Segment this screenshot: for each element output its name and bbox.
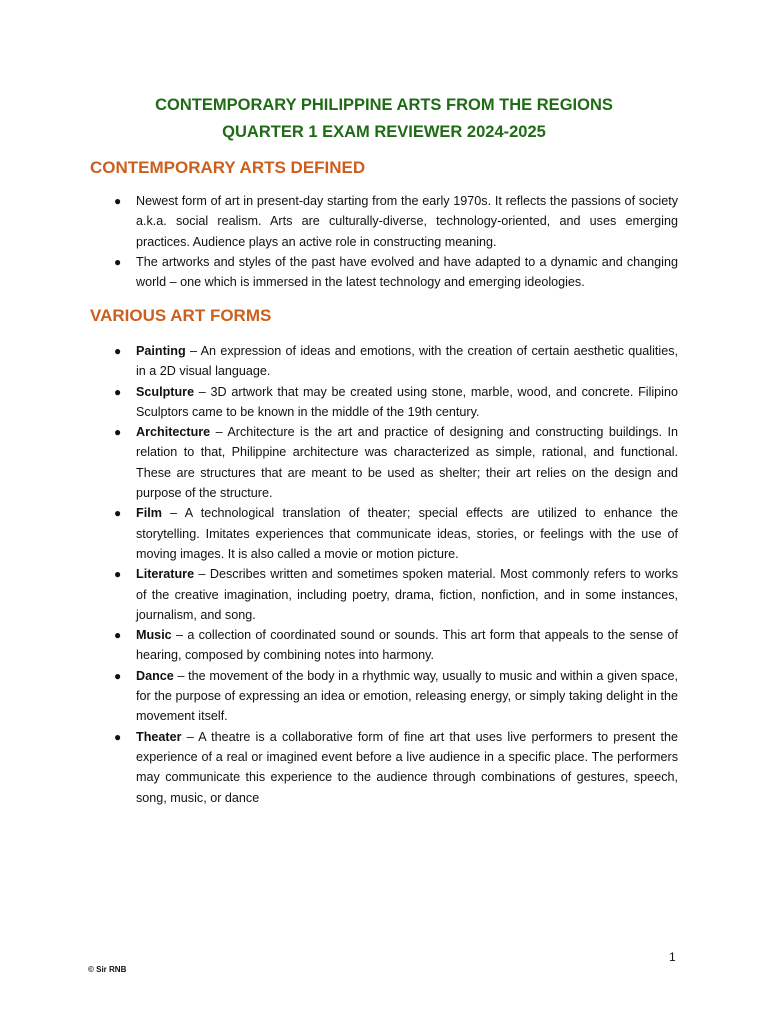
bullet-icon: ● (114, 344, 122, 358)
footer-copyright: © Sir RNB (88, 965, 127, 974)
term-label: Music (136, 628, 172, 643)
term-definition: – An expression of ideas and emotions, with the creation of certain aesthetic qualities, in a 2D visual language. (136, 344, 678, 379)
term-definition: – Describes written and sometimes spoken material. Most commonly refers to works of the creative imagination, including poetry, drama, fiction, nonfiction, and in some instances, journalism, and song. (136, 567, 678, 622)
bullet-icon: ● (114, 668, 122, 683)
list-item-dance (110, 666, 678, 727)
term-definition: – 3D artwork that may be created using stone, marble, wood, and concrete. Filipino Sculptors came to be known in the middle of the 19th century. (136, 384, 678, 419)
term-definition: – A theatre is a collaborative form of fine art that uses live performers to present the experience of a real or imagined event before a live audience in a specific place. The performers may communicate this experience to the audience through combinations of gestures, speech, song, music, or dance (136, 729, 678, 805)
term-definition: – a collection of coordinated sound or sounds. This art form that appeals to the sense of hearing, composed by combining notes into harmony. (136, 628, 678, 663)
list-item-film (110, 503, 678, 564)
term-definition: – A technological translation of theater; special effects are utilized to enhance the storytelling. Imitates experiences that communicate ideas, stories, or feelings with the use of moving images. It is also called a movie or motion picture. (136, 506, 678, 561)
bullet-icon: ● (114, 425, 122, 440)
term-label: Film (136, 506, 162, 521)
list-item-text: The artworks and styles of the past have evolved and have adapted to a dynamic and changing world – one which is immersed in the latest technology and emerging ideologies. (136, 254, 678, 290)
contemporary-arts-list (110, 191, 678, 292)
term-label: Sculpture (136, 384, 195, 399)
list-item-sculpture (110, 382, 678, 423)
term-label: Dance (136, 668, 174, 683)
bullet-icon: ● (114, 506, 122, 521)
page-number: 1 (669, 950, 676, 964)
bullet-icon: ● (114, 628, 122, 643)
bullet-icon: ● (114, 384, 122, 399)
page-title-line-1: CONTEMPORARY PHILIPPINE ARTS FROM THE REGIONS (155, 96, 613, 114)
list-item (110, 191, 678, 252)
list-item-theater (110, 727, 678, 808)
bullet-icon: ● (114, 194, 122, 208)
term-definition: – Architecture is the art and practice of designing and constructing buildings. In relation to that, Philippine architecture was characterized as simple, rational, and functional. These are structures that are meant to be used as shelter; their art relies on the design and purpose of the structure. (136, 425, 678, 501)
list-item-architecture (110, 422, 678, 503)
list-item-music (110, 625, 678, 666)
list-item (110, 252, 678, 293)
term-label: Architecture (136, 425, 211, 440)
bullet-icon: ● (114, 729, 122, 744)
section-heading-contemporary-arts: CONTEMPORARY ARTS DEFINED (90, 158, 366, 177)
page-title-line-2: QUARTER 1 EXAM REVIEWER 2024-2025 (222, 123, 546, 141)
list-item-literature (110, 564, 678, 625)
art-forms-list (110, 341, 678, 808)
bullet-icon: ● (114, 254, 122, 269)
term-definition: – the movement of the body in a rhythmic way, usually to music and within a given space, for the purpose of expressing an idea or emotion, releasing energy, or simply taking delight in the movement itself. (136, 668, 678, 724)
section-heading-art-forms: VARIOUS ART FORMS (90, 306, 272, 325)
list-item-painting (110, 341, 678, 382)
list-item-text: Newest form of art in present-day starting from the early 1970s. It reflects the passions of society a.k.a. social realism. Arts are culturally-diverse, technology-oriented, and uses emerging practices. Audience plays an active role in constructing meaning. (136, 194, 678, 249)
term-label: Literature (136, 567, 195, 582)
term-label: Theater (136, 729, 182, 744)
bullet-icon: ● (114, 567, 122, 582)
term-label: Painting (136, 344, 186, 358)
